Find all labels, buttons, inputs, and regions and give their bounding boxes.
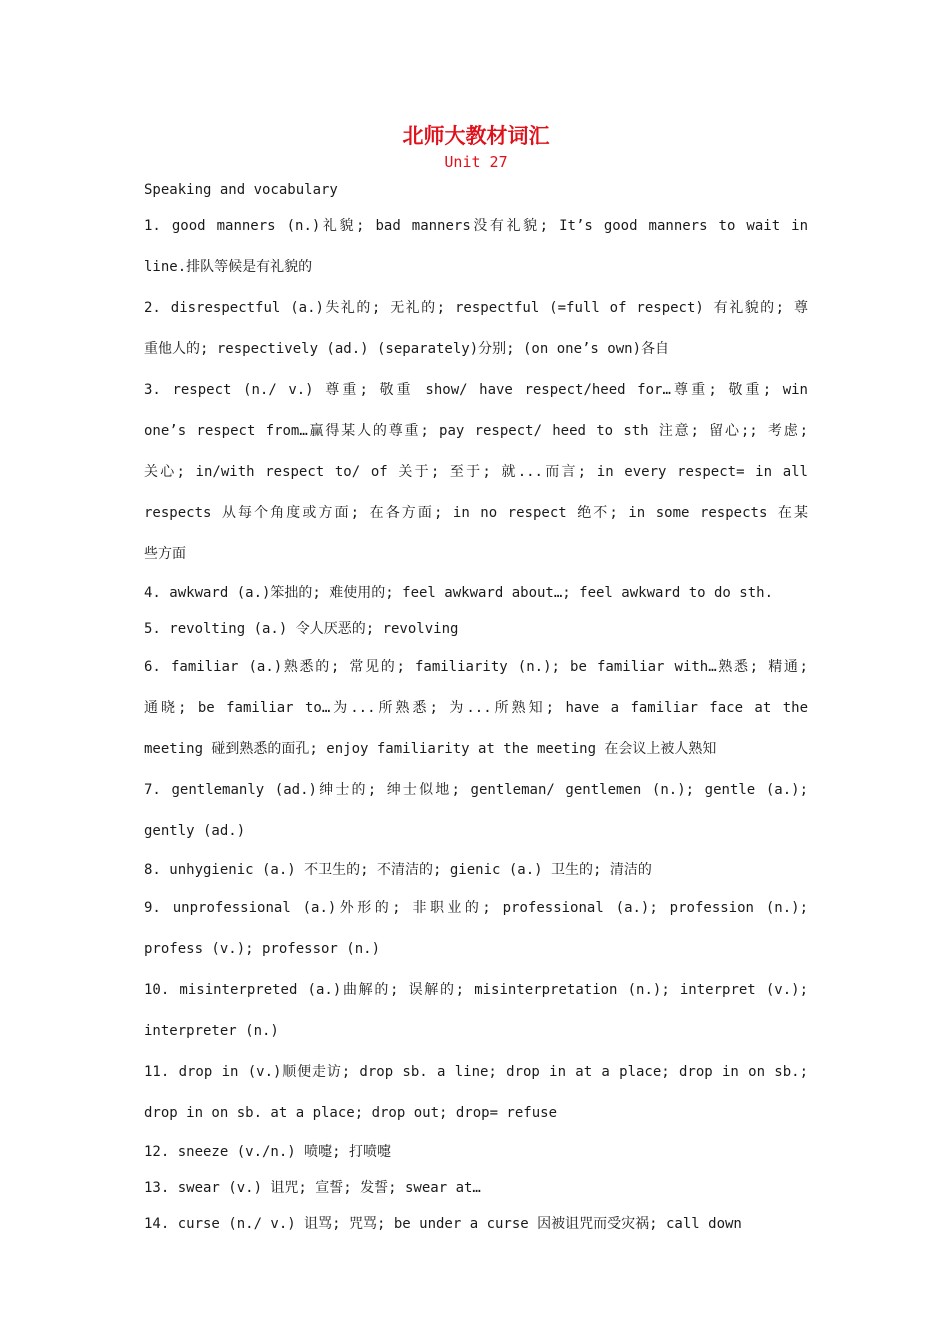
- vocabulary-entry: [144, 288, 808, 370]
- entry-line: 6. familiar (a.)熟悉的; 常见的; familiarity (n.); be familiar with…熟悉; 精通;: [144, 659, 808, 675]
- section-heading: Speaking and vocabulary: [144, 182, 338, 198]
- vocabulary-entry: [144, 1170, 808, 1206]
- document-page: [144, 118, 808, 1242]
- entry-line: 14. curse (n./ v.) 诅骂; 咒骂; be under a curse 因被诅咒而受灾祸; call down: [144, 1216, 742, 1232]
- document-title: 北师大教材词汇: [402, 123, 550, 148]
- entry-line: 12. sneeze (v./n.) 喷嚏; 打喷嚏: [144, 1144, 392, 1160]
- vocabulary-entry: [144, 370, 808, 575]
- entry-line: 些方面: [144, 546, 186, 562]
- entry-line: respects 从每个角度或方面; 在各方面; in no respect 绝不; in some respects 在某: [144, 505, 808, 521]
- vocabulary-entry: [144, 1134, 808, 1170]
- document-subtitle: Unit 27: [444, 153, 508, 171]
- entry-line: 1. good manners (n.)礼貌; bad manners没有礼貌; It’s good manners to wait in: [144, 218, 808, 234]
- entry-line: 关心; in/with respect to/ of 关于; 至于; 就...而言; in every respect= in all: [144, 464, 808, 480]
- entry-line: one’s respect from…赢得某人的尊重; pay respect/ heed to sth 注意; 留心;; 考虑;: [144, 423, 808, 439]
- entry-line: 11. drop in (v.)顺便走访; drop sb. a line; drop in at a place; drop in on sb.;: [144, 1064, 808, 1080]
- entry-line: 9. unprofessional (a.)外形的; 非职业的; professional (a.); profession (n.);: [144, 900, 808, 916]
- entry-line: 4. awkward (a.)笨拙的; 难使用的; feel awkward about…; feel awkward to do sth.: [144, 585, 774, 601]
- vocabulary-entry: [144, 1206, 808, 1242]
- entry-line: 通晓; be familiar to…为...所熟悉; 为...所熟知; have a familiar face at the: [144, 700, 808, 716]
- vocabulary-list: [144, 206, 808, 1242]
- entry-line: line.排队等候是有礼貌的: [144, 259, 313, 275]
- entry-line: gently (ad.): [144, 823, 246, 839]
- vocabulary-entry: [144, 1052, 808, 1134]
- entry-line: 5. revolting (a.) 令人厌恶的; revolving: [144, 621, 459, 637]
- vocabulary-entry: [144, 852, 808, 888]
- vocabulary-entry: [144, 888, 808, 970]
- entry-line: 重他人的; respectively (ad.) (separately)分别; (on one’s own)各自: [144, 341, 670, 357]
- vocabulary-entry: [144, 647, 808, 770]
- vocabulary-entry: [144, 770, 808, 852]
- entry-line: meeting 碰到熟悉的面孔; enjoy familiarity at the meeting 在会议上被人熟知: [144, 741, 717, 757]
- entry-line: interpreter (n.): [144, 1023, 279, 1039]
- entry-line: 13. swear (v.) 诅咒; 宣誓; 发誓; swear at…: [144, 1180, 481, 1196]
- vocabulary-entry: [144, 206, 808, 288]
- entry-line: 2. disrespectful (a.)失礼的; 无礼的; respectful (=full of respect) 有礼貌的; 尊: [144, 300, 808, 316]
- vocabulary-entry: [144, 611, 808, 647]
- entry-line: profess (v.); professor (n.): [144, 941, 381, 957]
- entry-line: 8. unhygienic (a.) 不卫生的; 不清洁的; gienic (a.) 卫生的; 清洁的: [144, 862, 652, 878]
- vocabulary-entry: [144, 970, 808, 1052]
- entry-line: 3. respect (n./ v.) 尊重; 敬重 show/ have respect/heed for…尊重; 敬重; win: [144, 382, 808, 398]
- entry-line: drop in on sb. at a place; drop out; drop= refuse: [144, 1105, 558, 1121]
- vocabulary-entry: [144, 575, 808, 611]
- entry-line: 10. misinterpreted (a.)曲解的; 误解的; misinterpretation (n.); interpret (v.);: [144, 982, 808, 998]
- entry-line: 7. gentlemanly (ad.)绅士的; 绅士似地; gentleman/ gentlemen (n.); gentle (a.);: [144, 782, 808, 798]
